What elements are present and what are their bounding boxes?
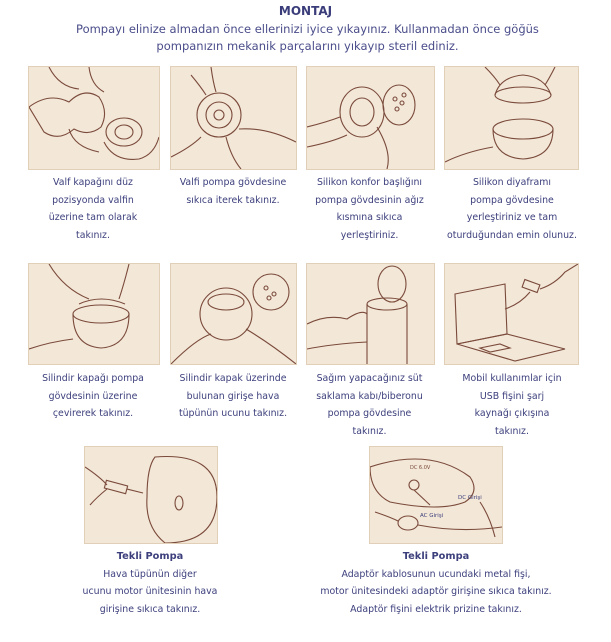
step3-illustration bbox=[306, 66, 435, 170]
step1-caption bbox=[28, 174, 158, 244]
step8-illustration bbox=[444, 263, 579, 365]
step5-line: gövdesinin üzerine bbox=[48, 390, 138, 402]
step3-line: Silikon konfor başlığını bbox=[316, 177, 423, 188]
step2-caption bbox=[163, 174, 303, 209]
intro-text bbox=[40, 21, 575, 55]
step1-line: takınız. bbox=[76, 229, 110, 241]
bottom-right-caption bbox=[296, 548, 576, 618]
step1-line: pozisyonda valfin bbox=[52, 194, 134, 206]
step4-line: yerleştiriniz ve tam bbox=[466, 212, 558, 223]
bottom-left-line: girişine sıkıca takınız. bbox=[99, 603, 201, 615]
bottom-left-heading: Tekli Pompa bbox=[116, 551, 184, 562]
bottom-right-line: Adaptör kablosunun ucundaki metal fişi, bbox=[341, 568, 531, 580]
page-title: MONTAJ bbox=[278, 4, 333, 18]
step3-line: kısmına sıkıca bbox=[336, 212, 403, 223]
adapter-illustration bbox=[369, 446, 503, 544]
step7-line: pompa gövdesine bbox=[327, 408, 412, 419]
step1-illustration bbox=[28, 66, 160, 170]
step6-line: tüpünün ucunu takınız. bbox=[178, 408, 288, 419]
bottom-right-line: Adaptör fişini elektrik prizine takınız. bbox=[350, 603, 522, 615]
step7-illustration bbox=[306, 263, 435, 365]
step1-line: Valf kapağını düz bbox=[53, 177, 133, 188]
step6-line: bulunan girişe hava bbox=[186, 390, 280, 402]
step7-line: takınız. bbox=[352, 425, 387, 437]
intro-line-1: Pompayı elinize almadan önce ellerinizi iyice yıkayınız. Kullanmadan önce göğüs bbox=[76, 22, 539, 36]
step5-illustration bbox=[28, 263, 160, 365]
step8-caption bbox=[437, 370, 587, 440]
dc-port-label: DC 6.0V bbox=[410, 465, 431, 471]
step2-illustration bbox=[170, 66, 297, 170]
bottom-right-heading: Tekli Pompa bbox=[402, 551, 470, 562]
ac-input-label: AC Girişi bbox=[420, 513, 444, 519]
step6-illustration bbox=[170, 263, 297, 365]
step2-line: Valfi pompa gövdesine bbox=[179, 177, 287, 188]
step8-line: kaynağı çıkışına bbox=[474, 408, 550, 419]
step8-line: USB fişini şarj bbox=[479, 390, 545, 402]
step7-line: Sağım yapacağınız süt bbox=[316, 373, 423, 384]
bottom-right-line: motor ünitesindeki adaptör girişine sıkıca takınız. bbox=[320, 586, 552, 597]
step8-line: takınız. bbox=[495, 425, 529, 437]
step4-caption bbox=[437, 174, 587, 244]
step3-caption bbox=[303, 174, 436, 244]
air-tube-illustration bbox=[84, 446, 218, 544]
step3-line: yerleştiriniz. bbox=[340, 229, 399, 241]
step5-line: çevirerek takınız. bbox=[52, 408, 134, 419]
step4-line: oturduğundan emin olunuz. bbox=[447, 229, 577, 241]
step4-illustration bbox=[444, 66, 579, 170]
dc-input-label: DC Girişi bbox=[458, 495, 482, 501]
step4-line: pompa gövdesine bbox=[470, 194, 554, 206]
step3-line: pompa gövdesinin ağız bbox=[315, 194, 424, 206]
step7-caption bbox=[303, 370, 436, 440]
step4-line: Silikon diyaframı bbox=[472, 177, 551, 188]
step1-line: üzerine tam olarak bbox=[48, 212, 138, 223]
intro-line-2: pompanızın mekanik parçalarını yıkayıp steril ediniz. bbox=[156, 39, 459, 53]
step6-line: Silindir kapak üzerinde bbox=[179, 373, 287, 384]
step7-line: saklama kabı/biberonu bbox=[316, 390, 423, 402]
bottom-left-caption bbox=[54, 548, 246, 618]
step6-caption bbox=[163, 370, 303, 423]
step8-line: Mobil kullanımlar için bbox=[462, 373, 562, 384]
step2-line: sıkıca iterek takınız. bbox=[186, 194, 280, 206]
step5-line: Silindir kapağı pompa bbox=[42, 373, 144, 384]
bottom-left-line: ucunu motor ünitesinin hava bbox=[82, 586, 218, 597]
bottom-left-line: Hava tüpünün diğer bbox=[103, 568, 197, 580]
step5-caption bbox=[28, 370, 158, 423]
